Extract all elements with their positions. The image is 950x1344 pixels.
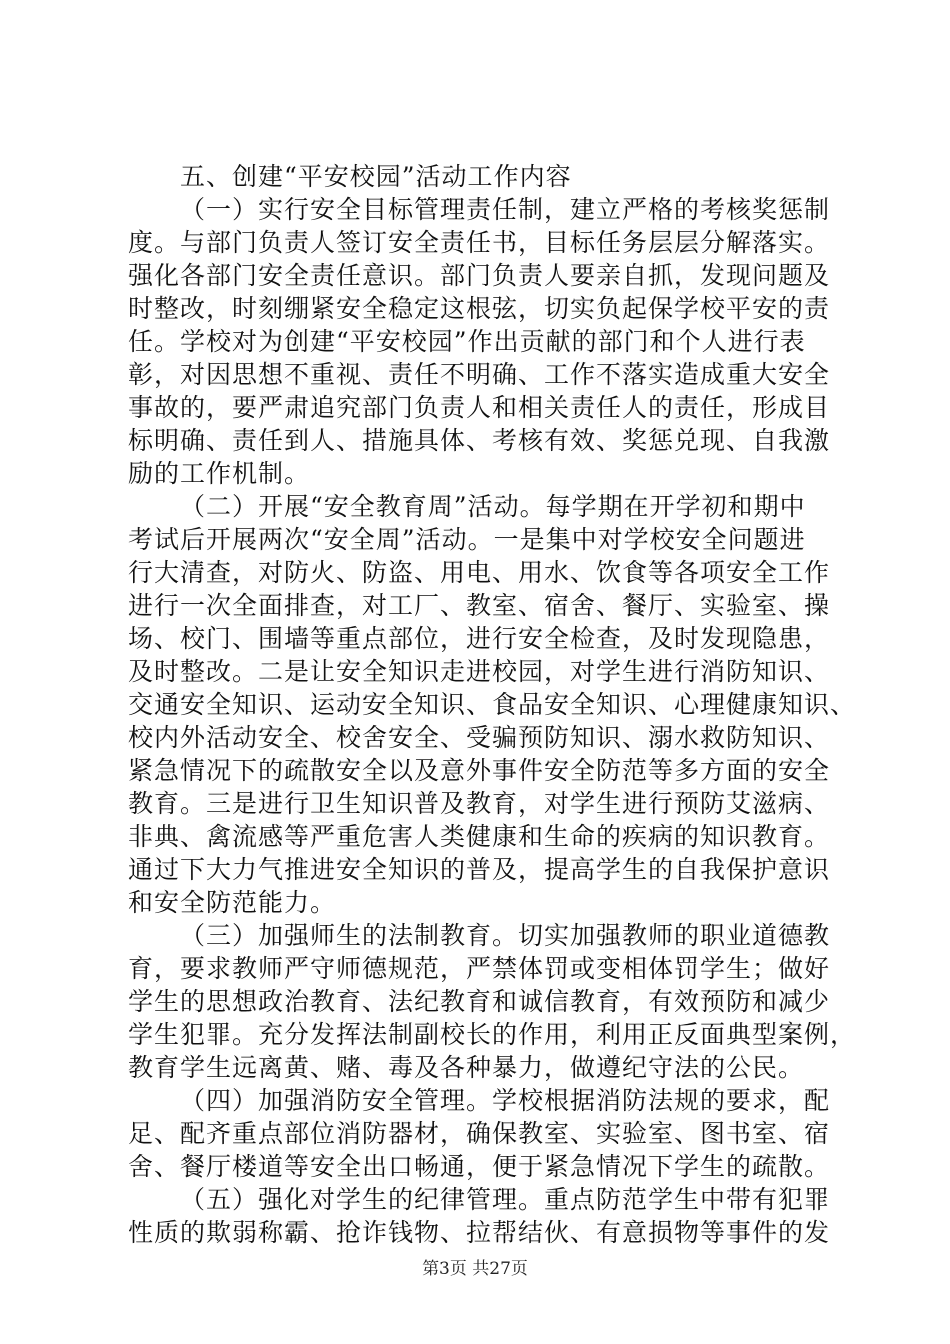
paragraph-line: 学生犯罪。充分发挥法制副校长的作用，利用正反面典型案例， — [128, 1020, 857, 1049]
paragraph-line: （一）实行安全目标管理责任制，建立严格的考核奖惩制 — [180, 195, 831, 224]
paragraph-line: 考试后开展两次“安全周”活动。一是集中对学校安全问题进 — [128, 525, 806, 554]
paragraph-line: 和安全防范能力。 — [128, 888, 337, 917]
paragraph-line: 教育学生远离黄、赌、毒及各种暴力，做遵纪守法的公民。 — [128, 1053, 805, 1082]
paragraph-line: 度。与部门负责人签订安全责任书，目标任务层层分解落实。 — [128, 228, 831, 257]
paragraph-line: 行大清查，对防火、防盗、用电、用水、饮食等各项安全工作 — [128, 558, 831, 587]
page-footer: 第3页 共27页 — [422, 1259, 528, 1279]
paragraph-line: 足、配齐重点部位消防器材，确保教室、实验室、图书室、宿 — [128, 1119, 831, 1148]
paragraph — [128, 919, 857, 1084]
paragraph-line: 学生的思想政治教育、法纪教育和诚信教育，有效预防和减少 — [128, 987, 831, 1016]
paragraph-line: 进行一次全面排查，对工厂、教室、宿舍、餐厅、实验室、操 — [128, 591, 831, 620]
paragraph-line: 任。学校对为创建“平安校园”作出贡献的部门和个人进行表 — [128, 327, 806, 356]
paragraph-line: 强化各部门安全责任意识。部门负责人要亲自抓，发现问题及 — [128, 261, 831, 290]
section-heading: 五、创建“平安校园”活动工作内容 — [180, 162, 572, 191]
paragraph-line: 非典、禽流感等严重危害人类健康和生命的疾病的知识教育。 — [128, 822, 831, 851]
paragraph-line: 性质的欺弱称霸、抢诈钱物、拉帮结伙、有意损物等事件的发 — [128, 1218, 831, 1247]
paragraph-line: 育，要求教师严守师德规范，严禁体罚或变相体罚学生；做好 — [128, 954, 831, 983]
paragraph-line: 校内外活动安全、校舍安全、受骗预防知识、溺水救防知识、 — [128, 723, 831, 752]
paragraph-line: 教育。三是进行卫生知识普及教育，对学生进行预防艾滋病、 — [128, 789, 831, 818]
paragraph-line: 彰，对因思想不重视、责任不明确、工作不落实造成重大安全 — [128, 360, 831, 389]
paragraph-line: 及时整改。二是让安全知识走进校园，对学生进行消防知识、 — [128, 657, 831, 686]
paragraph-line: （二）开展“安全教育周”活动。每学期在开学初和期中 — [180, 492, 806, 521]
paragraph — [128, 490, 857, 919]
paragraph-line: （四）加强消防安全管理。学校根据消防法规的要求，配 — [180, 1086, 831, 1115]
paragraph-line: （五）强化对学生的纪律管理。重点防范学生中带有犯罪 — [180, 1185, 831, 1214]
paragraph-line: 标明确、责任到人、措施具体、考核有效、奖惩兑现、自我激 — [128, 426, 831, 455]
document-body — [128, 160, 857, 1249]
paragraph — [128, 1183, 850, 1249]
paragraph-line: 时整改，时刻绷紧安全稳定这根弦，切实负起保学校平安的责 — [128, 294, 831, 323]
paragraph — [128, 193, 850, 490]
paragraph-line: 舍、餐厅楼道等安全出口畅通，便于紧急情况下学生的疏散。 — [128, 1152, 831, 1181]
paragraph-line: 紧急情况下的疏散安全以及意外事件安全防范等多方面的安全 — [128, 756, 831, 785]
paragraph-line: 事故的，要严肃追究部门负责人和相关责任人的责任，形成目 — [128, 393, 831, 422]
paragraph-line: 场、校门、围墙等重点部位，进行安全检查，及时发现隐患， — [128, 624, 831, 653]
paragraph-line: 交通安全知识、运动安全知识、食品安全知识、心理健康知识、 — [128, 690, 857, 719]
paragraph-line: 励的工作机制。 — [128, 459, 311, 488]
paragraph-line: （三）加强师生的法制教育。切实加强教师的职业道德教 — [180, 921, 831, 950]
paragraph-list — [128, 193, 857, 1249]
paragraph-line: 通过下大力气推进安全知识的普及，提高学生的自我保护意识 — [128, 855, 831, 884]
paragraph — [128, 1084, 850, 1183]
